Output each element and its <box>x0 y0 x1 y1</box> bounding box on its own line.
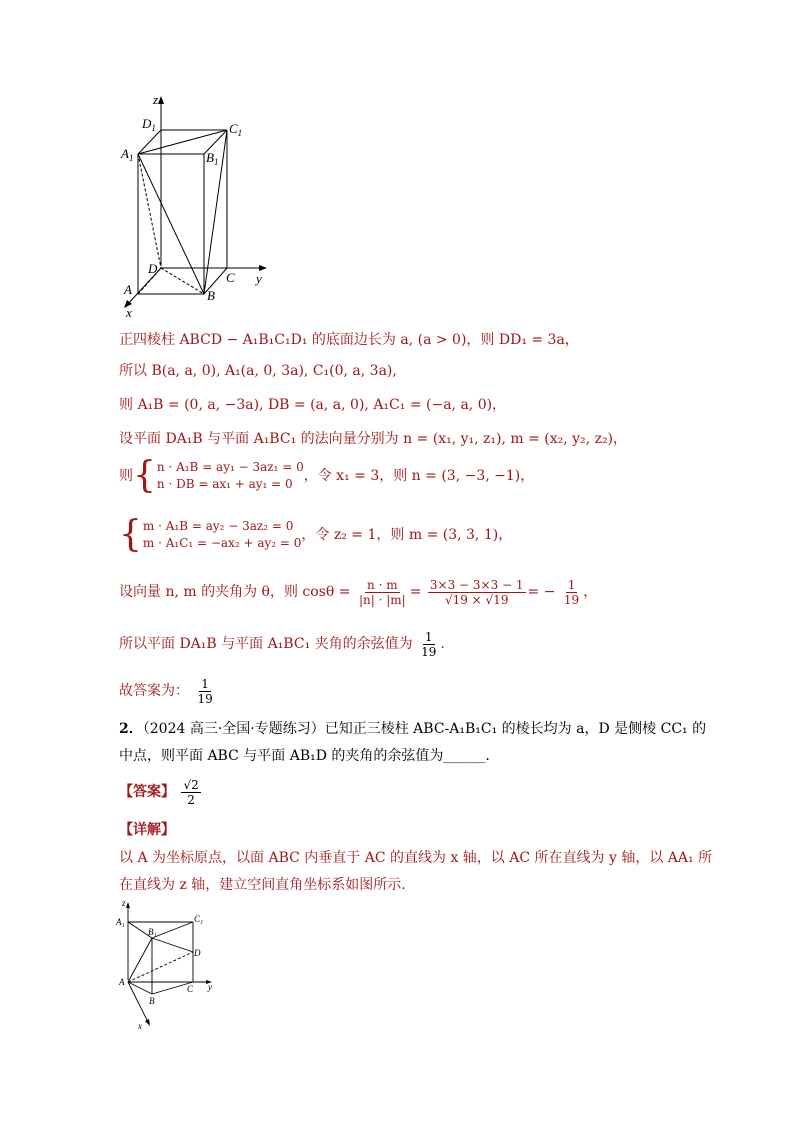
solution-line-2: 所以 B(a, a, 0), A₁(a, 0, 3a), C₁(0, a, 3a), <box>119 363 397 379</box>
equation-system-2: { m · A₁B = ay₂ − 3az₂ = 0 m · A₁C₁ = −ax₂ + ay₂ = 0 ，令 z₂ = 1，则 m = (3, 3, 1)， <box>119 514 513 555</box>
label-c: C <box>226 270 235 285</box>
solution-line-4: 设平面 DA₁B 与平面 A₁BC₁ 的法向量分别为 n = (x₁, y₁, z₁), m = (x₂, y₂, z₂)， <box>119 431 628 447</box>
cosine-line: 设向量 n, m 的夹角为 θ，则 cosθ = $\frac{n \cdot m}{|n| \cdot |m|}$ = $\frac{3\times 3 - 3\times 3 - 1}{√19 \times √19}$ = − $\frac{1}{19}$ ， <box>119 577 598 607</box>
label2-y: y <box>208 982 212 992</box>
label2-a: A <box>119 977 125 987</box>
detail-line-1: 以 A 为坐标原点，以面 ABC 内垂直于 AC 的直线为 x 轴，以 AC 所在直线为 y 轴，以 AA₁ 所 <box>119 850 713 866</box>
triangular-prism-figure <box>112 898 224 1032</box>
question-2-line-2: 中点，则平面 ABC 与平面 AB₁D 的夹角的余弦值为______. <box>119 748 490 764</box>
label-d1: $D_1$ <box>142 116 156 133</box>
label2-c1: C₁ <box>194 914 204 924</box>
label-a1: $A_1$ <box>121 146 134 163</box>
detail-line-2: 在直线为 z 轴，建立空间直角坐标系如图所示. <box>119 877 406 893</box>
label2-b1: B₁ <box>148 927 157 937</box>
equation-system-1: 则{ n · A₁B = ay₁ − 3az₁ = 0 n · DB = ax₁ + ay₁ = 0 ，令 x₁ = 3，则 n = (3, −3, −1)， <box>119 455 535 496</box>
solution-line-1: 正四棱柱 ABCD − A₁B₁C₁D₁ 的底面边长为 a, (a > 0)，则 DD₁ = 3a， <box>119 332 579 348</box>
label-z: z <box>153 92 159 107</box>
detail-label: 【详解】 <box>119 822 175 838</box>
label2-z: z <box>122 898 126 908</box>
prism-figure <box>112 88 282 320</box>
label-d: D <box>148 261 158 276</box>
label-a: A <box>124 282 132 297</box>
label-b: B <box>207 288 215 303</box>
label2-c: C <box>187 984 194 994</box>
solution-line-3: 则 A₁B = (0, a, −3a), DB = (a, a, 0), A₁C₁ = (−a, a, 0)， <box>119 397 507 413</box>
label-b1: $B_1$ <box>206 150 219 167</box>
label2-a1: A₁ <box>116 917 125 927</box>
label2-x: x <box>138 1021 142 1031</box>
label2-b: B <box>149 996 155 1006</box>
label2-d: D <box>194 948 201 958</box>
conclusion-line: 所以平面 DA₁B 与平面 A₁BC₁ 夹角的余弦值为 $\frac{1}{19}$ . <box>119 629 445 659</box>
answer-2: 【答案】 $\frac{√2}{2}$ <box>119 777 199 807</box>
label-y: y <box>256 271 262 286</box>
label-c1: $C_1$ <box>229 121 243 138</box>
question-2-line-1: 2．（2024 高三·全国·专题练习）已知正三棱柱 ABC-A₁B₁C₁ 的棱长均为 a，D 是侧棱 CC₁ 的 <box>119 721 707 737</box>
answer-line-1: 故答案为： $\frac{1}{19}$ <box>119 676 213 706</box>
label-x: x <box>126 305 132 320</box>
